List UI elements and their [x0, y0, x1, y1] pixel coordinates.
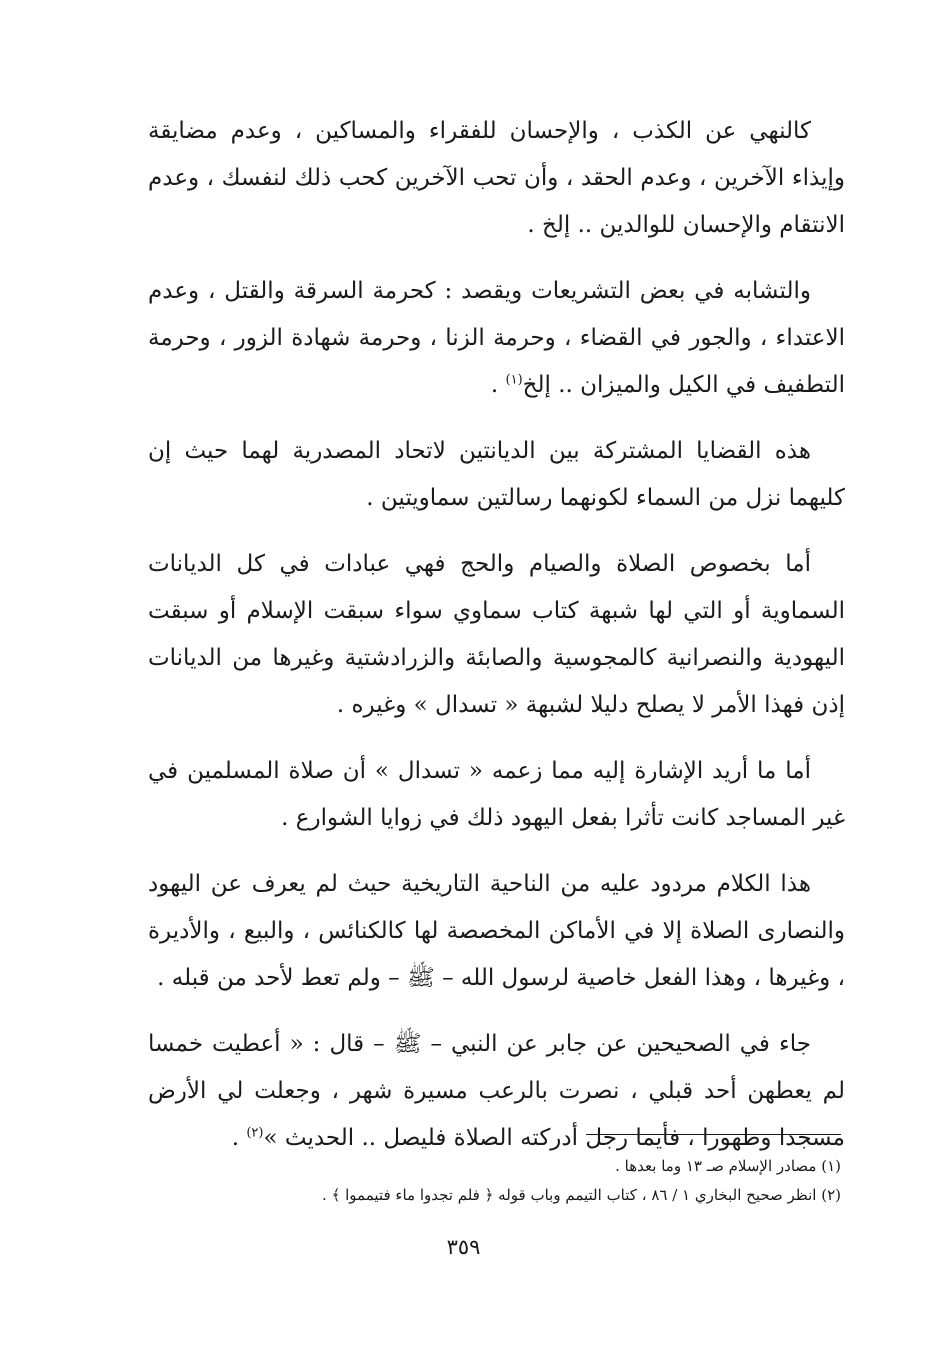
footnotes — [150, 1152, 841, 1210]
paragraph-7-end: . — [231, 1125, 247, 1151]
page-number: ٣٥٩ — [446, 1235, 481, 1259]
paragraph-1 — [148, 108, 845, 249]
footnote-ref-1: (١) — [505, 372, 523, 388]
paragraph-1-text: كالنهي عن الكذب ، والإحسان للفقراء والمساكين ، وعدم مضايقة وإيذاء الآخرين ، وعدم الحقد ، وأن تحب الآخرين كحب ذلك لنفسك ، وعدم الانتقام والإحسان للوالدين .. إلخ . — [148, 118, 845, 238]
body-text — [148, 108, 845, 1181]
paragraph-6 — [148, 861, 845, 1002]
paragraph-2-text: والتشابه في بعض التشريعات ويقصد : كحرمة السرقة والقتل ، وعدم الاعتداء ، والجور في القضاء ، وحرمة الزنا ، وحرمة شهادة الزور ، وحرمة التطفيف في الكيل والميزان .. إلخ — [148, 278, 845, 398]
footnote-ref-2: (٢) — [246, 1125, 264, 1141]
footnote-2: (٢) انظر صحيح البخاري ١ / ٨٦ ، كتاب التيمم وباب قوله ﴿ فلم تجدوا ماء فتيمموا ﴾ . — [322, 1186, 841, 1204]
footnote-1: (١) مصادر الإسلام صـ ١٣ وما بعدها . — [615, 1157, 841, 1175]
paragraph-6-text: هذا الكلام مردود عليه من الناحية التاريخية حيث لم يعرف عن اليهود والنصارى الصلاة إلا في الأماكن المخصصة لها كالكنائس ، والبيع ، والأديرة ، وغيرها ، وهذا الفعل خاصية لرسول الله – ﷺ – ولم تعط لأحد من قبله . — [148, 871, 845, 991]
paragraph-2 — [148, 268, 845, 409]
paragraph-3 — [148, 428, 845, 522]
paragraph-4 — [148, 541, 845, 729]
paragraph-7-text: جاء في الصحيحين عن جابر عن النبي – ﷺ – قال : « أعطيت خمسا لم يعطهن أحد قبلي ، نصرت بالرعب مسيرة شهر ، وجعلت لي الأرض مسجدا وطهورا ، فأيما رجل أدركته الصلاة فليصل .. الحديث » — [148, 1031, 845, 1151]
paragraph-5-text: أما ما أريد الإشارة إليه مما زعمه « تسدال » أن صلاة المسلمين في غير المساجد كانت تأثرا بفعل اليهود ذلك في زوايا الشوارع . — [148, 758, 845, 831]
paragraph-4-text: أما بخصوص الصلاة والصيام والحج فهي عبادات في كل الديانات السماوية أو التي لها شبهة كتاب سماوي سواء سبقت الإسلام أو سبقت اليهودية والنصرانية كالمجوسية والصابئة والزرادشتية وغيرها من الديانات إذن فهذا الأمر لا يصلح دليلا لشبهة « تسدال » وغيره . — [148, 551, 845, 718]
footnote-divider — [586, 1134, 841, 1135]
paragraph-7 — [148, 1021, 845, 1162]
paragraph-3-text: هذه القضايا المشتركة بين الديانتين لاتحاد المصدرية لهما حيث إن كليهما نزل من السماء لكونهما رسالتين سماويتين . — [148, 438, 845, 511]
paragraph-5 — [148, 748, 845, 842]
paragraph-2-end: . — [490, 372, 506, 398]
